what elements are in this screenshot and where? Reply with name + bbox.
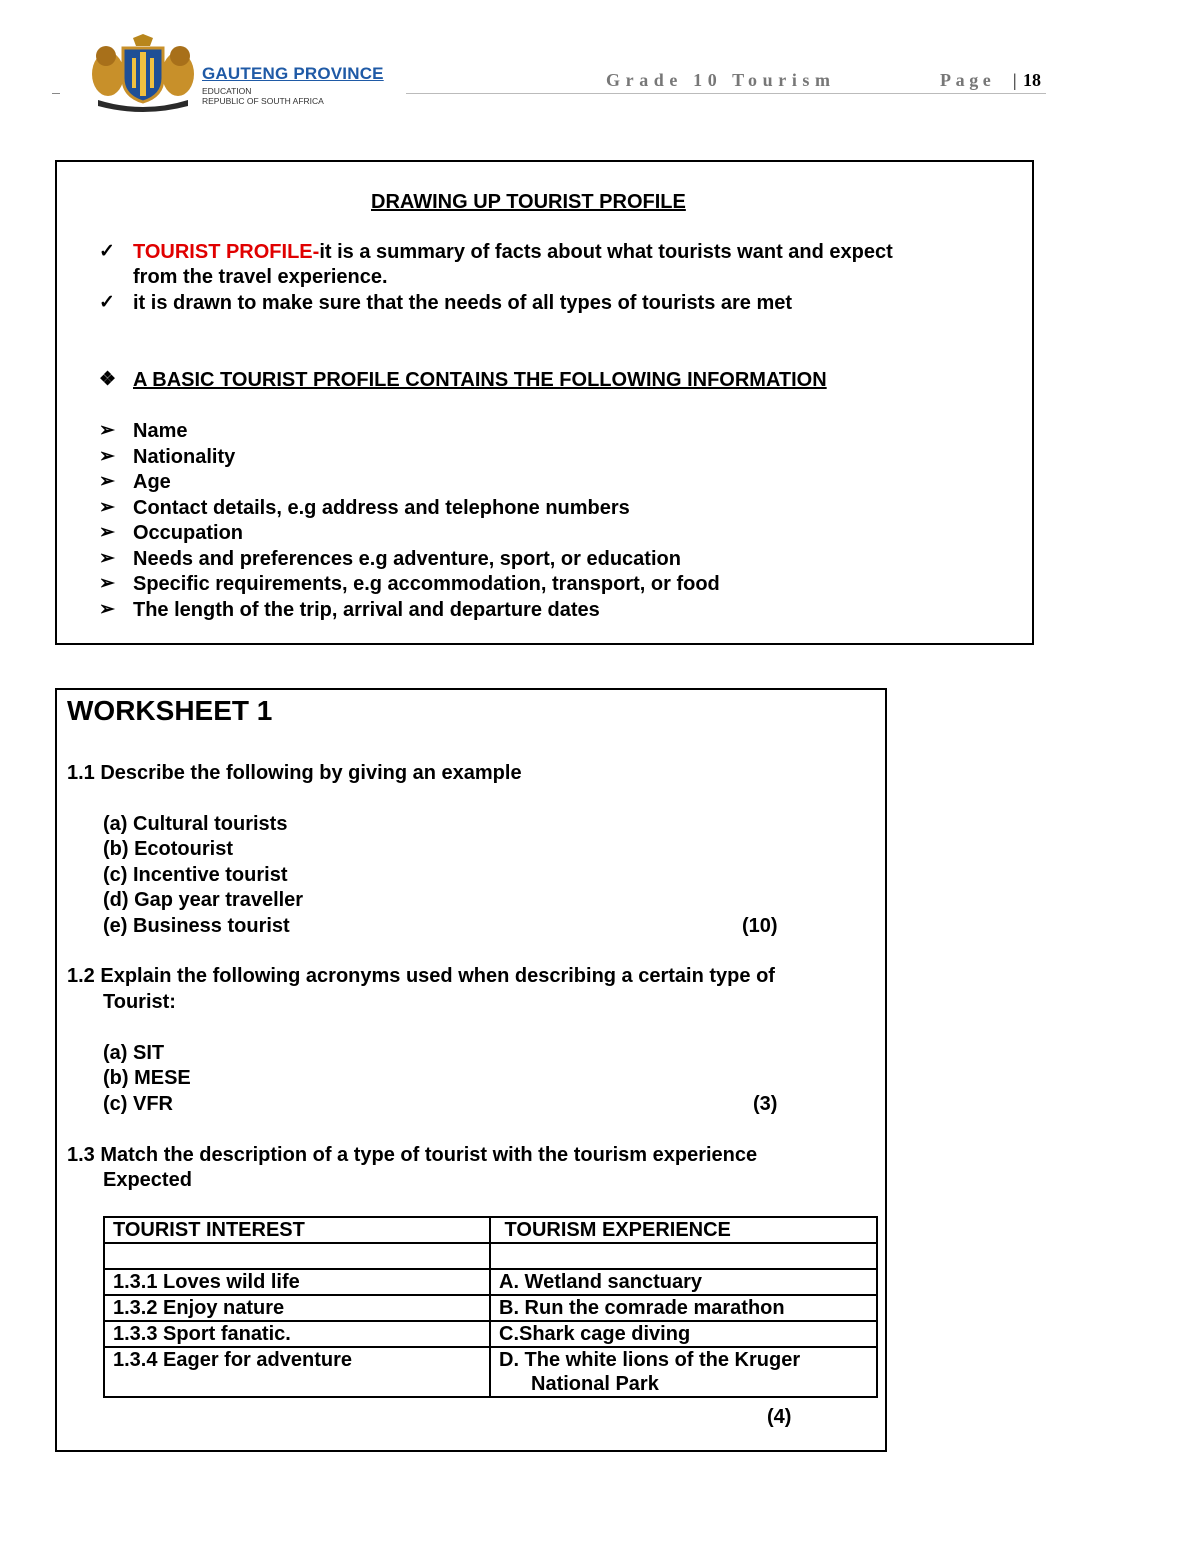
- table-row: [104, 1321, 877, 1347]
- table-cell-empty: [104, 1243, 490, 1269]
- question-1-1-item: (b) Ecotourist: [103, 838, 233, 860]
- table-cell: B. Run the comrade marathon: [490, 1295, 877, 1321]
- definition-text: it is a summary of facts about what tourists want and expect: [319, 241, 893, 263]
- header-rule-left: [52, 93, 60, 94]
- profile-item: Specific requirements, e.g accommodation, transport, or food: [133, 573, 720, 595]
- table-cell-multiline: [490, 1347, 877, 1397]
- profile-purpose: it is drawn to make sure that the needs of all types of tourists are met: [133, 292, 793, 314]
- column-header: TOURISM EXPERIENCE: [490, 1217, 877, 1243]
- question-1-1-item: (e) Business tourist: [103, 915, 290, 937]
- profile-definition-line1: [133, 240, 893, 264]
- table-cell: C.Shark cage diving: [490, 1321, 877, 1347]
- arrow-bullet-icon: ➢: [99, 420, 115, 441]
- header-page-label: Page: [940, 70, 996, 90]
- table-cell: 1.3.4 Eager for adventure: [104, 1347, 490, 1397]
- gauteng-logo: [88, 34, 388, 112]
- logo-subtitle-country: REPUBLIC OF SOUTH AFRICA: [202, 96, 324, 106]
- checkmark-icon: ✓: [99, 292, 115, 313]
- table-cell-line: National Park: [531, 1373, 659, 1395]
- question-1-1-item: (d) Gap year traveller: [103, 889, 304, 911]
- question-1-3-line1: 1.3 Match the description of a type of tourist with the tourism experience: [67, 1144, 758, 1166]
- question-1-2-line1: 1.2 Explain the following acronyms used when describing a certain type of: [67, 965, 775, 987]
- worksheet-title: WORKSHEET 1: [67, 695, 273, 726]
- header-rule: [406, 93, 1046, 94]
- coat-of-arms-icon: [88, 34, 198, 112]
- arrow-bullet-icon: ➢: [99, 471, 115, 492]
- arrow-bullet-icon: ➢: [99, 497, 115, 518]
- table-header-row: [104, 1217, 877, 1243]
- question-1-1-item: (c) Incentive tourist: [103, 864, 288, 886]
- profile-item: Name: [133, 420, 188, 442]
- arrow-bullet-icon: ➢: [99, 522, 115, 543]
- diamond-bullet-icon: ❖: [99, 369, 117, 390]
- question-1-1-marks: (10): [742, 915, 778, 937]
- profile-title: DRAWING UP TOURIST PROFILE: [371, 191, 686, 213]
- table-cell: 1.3.1 Loves wild life: [104, 1269, 490, 1295]
- definition-term: TOURIST PROFILE-: [133, 241, 320, 263]
- profile-item: The length of the trip, arrival and departure dates: [133, 599, 600, 621]
- profile-item: Age: [133, 471, 171, 493]
- question-1-3-marks: (4): [767, 1406, 792, 1428]
- profile-contains-heading: A BASIC TOURIST PROFILE CONTAINS THE FOLLOWING INFORMATION: [133, 369, 827, 391]
- table-cell: 1.3.3 Sport fanatic.: [104, 1321, 490, 1347]
- table-row: [104, 1347, 877, 1397]
- matching-table: [103, 1216, 878, 1398]
- table-row: [104, 1295, 877, 1321]
- checkmark-icon: ✓: [99, 241, 115, 262]
- table-cell-line: D. The white lions of the Kruger: [499, 1349, 801, 1371]
- arrow-bullet-icon: ➢: [99, 599, 115, 620]
- question-1-2-item: (a) SIT: [103, 1042, 165, 1064]
- question-1-2-item: (b) MESE: [103, 1067, 191, 1089]
- arrow-bullet-icon: ➢: [99, 548, 115, 569]
- question-1-2-line2: Tourist:: [103, 991, 176, 1013]
- arrow-bullet-icon: ➢: [99, 446, 115, 467]
- header-page-number: 18: [1023, 70, 1041, 90]
- column-header: TOURIST INTEREST: [104, 1217, 490, 1243]
- table-cell-empty: [490, 1243, 877, 1269]
- question-1-1-item: (a) Cultural tourists: [103, 813, 288, 835]
- profile-item: Contact details, e.g address and telephone numbers: [133, 497, 630, 519]
- table-row: [104, 1243, 877, 1269]
- arrow-bullet-icon: ➢: [99, 573, 115, 594]
- worksheet-box: [55, 688, 887, 1452]
- header-grade-label: Grade 10 Tourism: [606, 70, 836, 90]
- header-separator: |: [1013, 70, 1017, 90]
- question-1-1: 1.1 Describe the following by giving an example: [67, 762, 522, 784]
- profile-definition-line2: from the travel experience.: [133, 266, 388, 288]
- question-1-2-item: (c) VFR: [103, 1093, 173, 1115]
- table-cell: A. Wetland sanctuary: [490, 1269, 877, 1295]
- logo-subtitle-education: EDUCATION: [202, 86, 252, 96]
- profile-item: Nationality: [133, 446, 236, 468]
- table-cell: 1.3.2 Enjoy nature: [104, 1295, 490, 1321]
- question-1-2-marks: (3): [753, 1093, 778, 1115]
- profile-item: Occupation: [133, 522, 244, 544]
- question-1-3-line2: Expected: [103, 1169, 192, 1191]
- logo-title: GAUTENG PROVINCE: [202, 64, 384, 83]
- profile-item: Needs and preferences e.g adventure, sport, or education: [133, 548, 681, 570]
- table-row: [104, 1269, 877, 1295]
- tourist-profile-box: [55, 160, 1034, 645]
